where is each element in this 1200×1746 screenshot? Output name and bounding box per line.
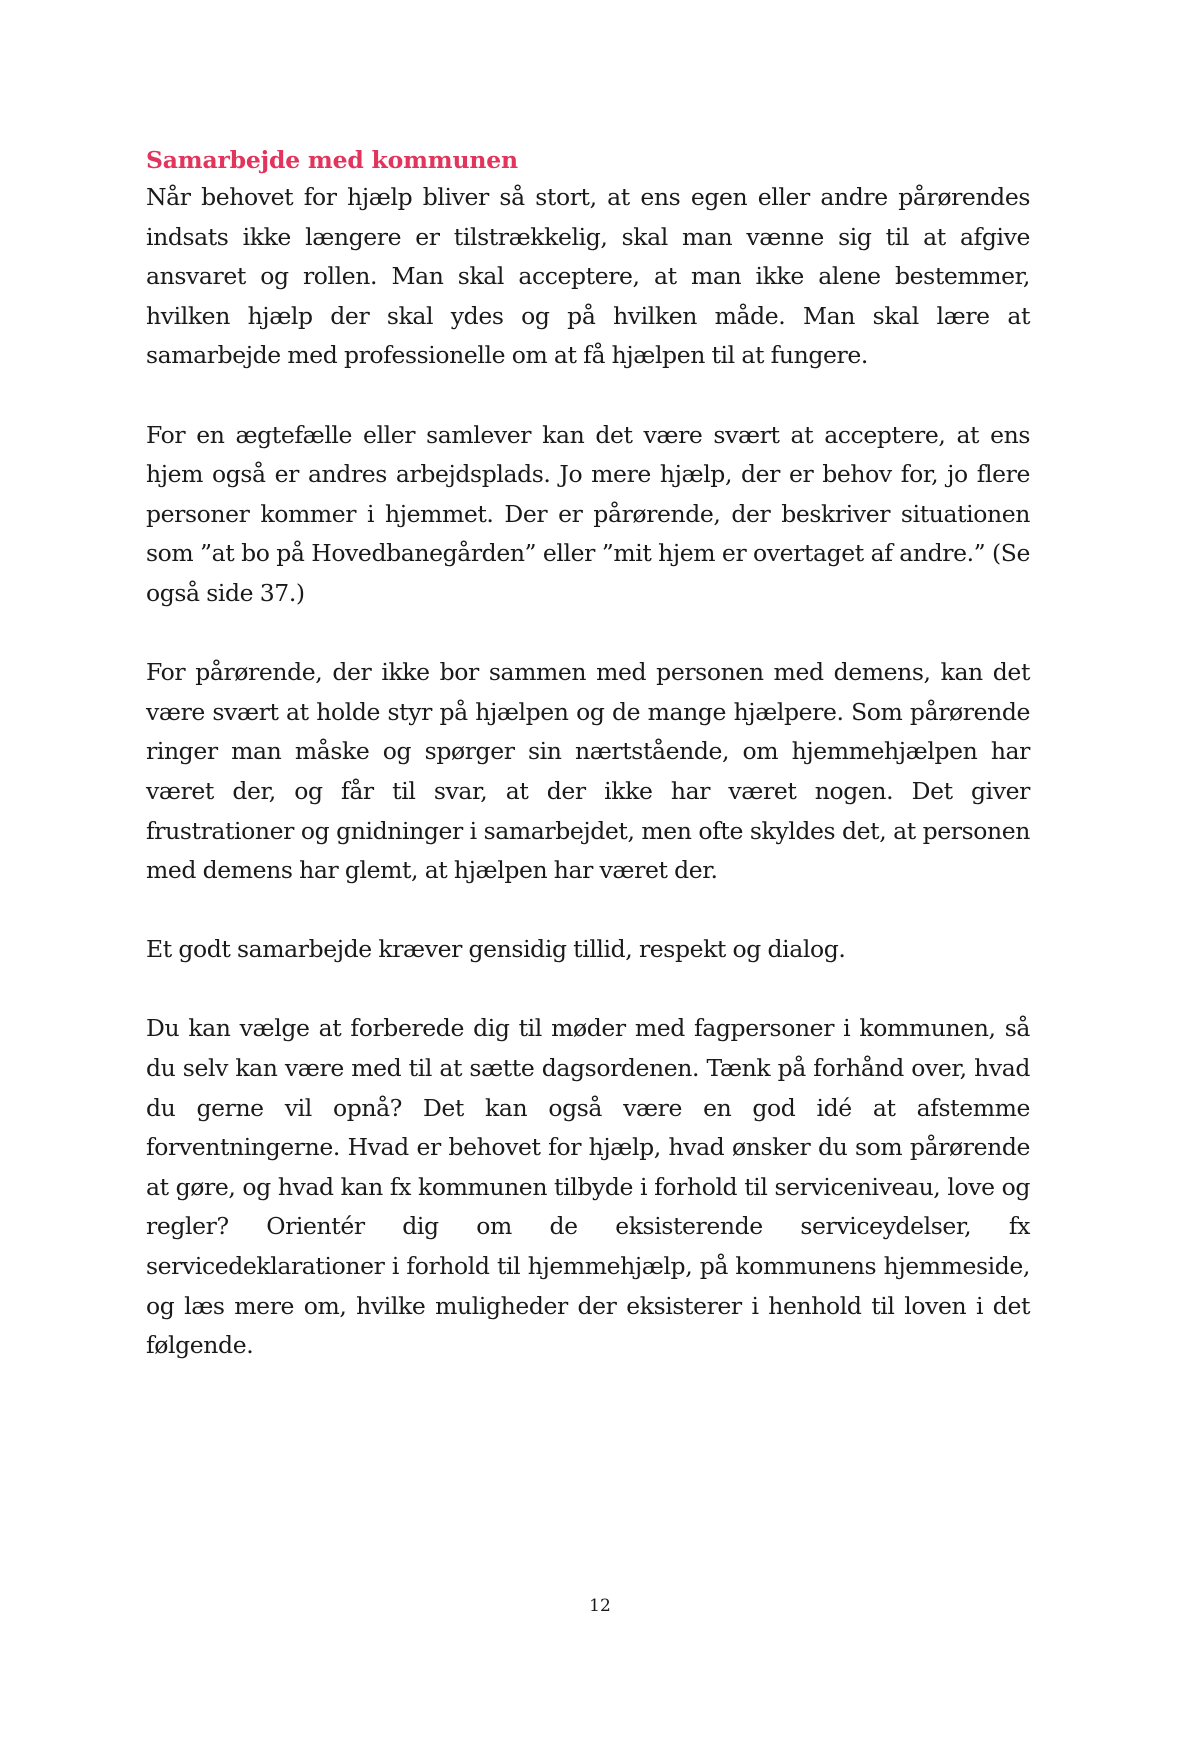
page-number: 12 [589, 1596, 611, 1616]
paragraph-3: For pårørende, der ikke bor sammen med personen med demens, kan det være svært at holde styr på hjælpen og de mange hjælpere. Som pårørende ringer man måske og spørger sin nærtstående, om hjemmehjælpen har været der, og får til svar, at der ikke har været nogen. Det giver frustrationer og gnidninger i samarbejdet, men ofte skyldes det, at personen med demens har glemt, at hjælpen har været der. [146, 658, 1030, 885]
page-content [146, 142, 1030, 1366]
paragraph-2: For en ægtefælle eller samlever kan det være svært at acceptere, at ens hjem også er andres arbejdsplads. Jo mere hjælp, der er behov for, jo flere personer kommer i hjemmet. Der er pårørende, der beskriver situationen som ”at bo på Hovedbanegården” eller ”mit hjem er overtaget af andre.” (Se også side 37.) [146, 420, 1030, 607]
paragraph-5: Du kan vælge at forberede dig til møder med fagpersoner i kommunen, så du selv kan være med til at sætte dagsordenen. Tænk på forhånd over, hvad du gerne vil opnå? Det kan også være en god idé at afstemme forventningerne. Hvad er behovet for hjælp, hvad ønsker du som pårørende at gøre, og hvad kan fx kommunen tilbyde i forhold til serviceniveau, love og regler? Orientér dig om de eksisterende serviceydelser, fx servicedeklarationer i forhold til hjemmehjælp, på kommunens hjemmeside, og læs mere om, hvilke muligheder der eksisterer i henhold til loven i det følgende. [146, 1014, 1030, 1360]
paragraph-1: Når behovet for hjælp bliver så stort, at ens egen eller andre pårørendes indsats ikke længere er tilstrækkelig, skal man vænne sig til at afgive ansvaret og rollen. Man skal acceptere, at man ikke alene bestemmer, hvilken hjælp der skal ydes og på hvilken måde. Man skal lære at samarbejde med professionelle om at få hjælpen til at fungere. [146, 183, 1030, 370]
section-heading: Samarbejde med kommunen [146, 146, 518, 174]
paragraph-4: Et godt samarbejde kræver gensidig tillid, respekt og dialog. [146, 935, 846, 964]
